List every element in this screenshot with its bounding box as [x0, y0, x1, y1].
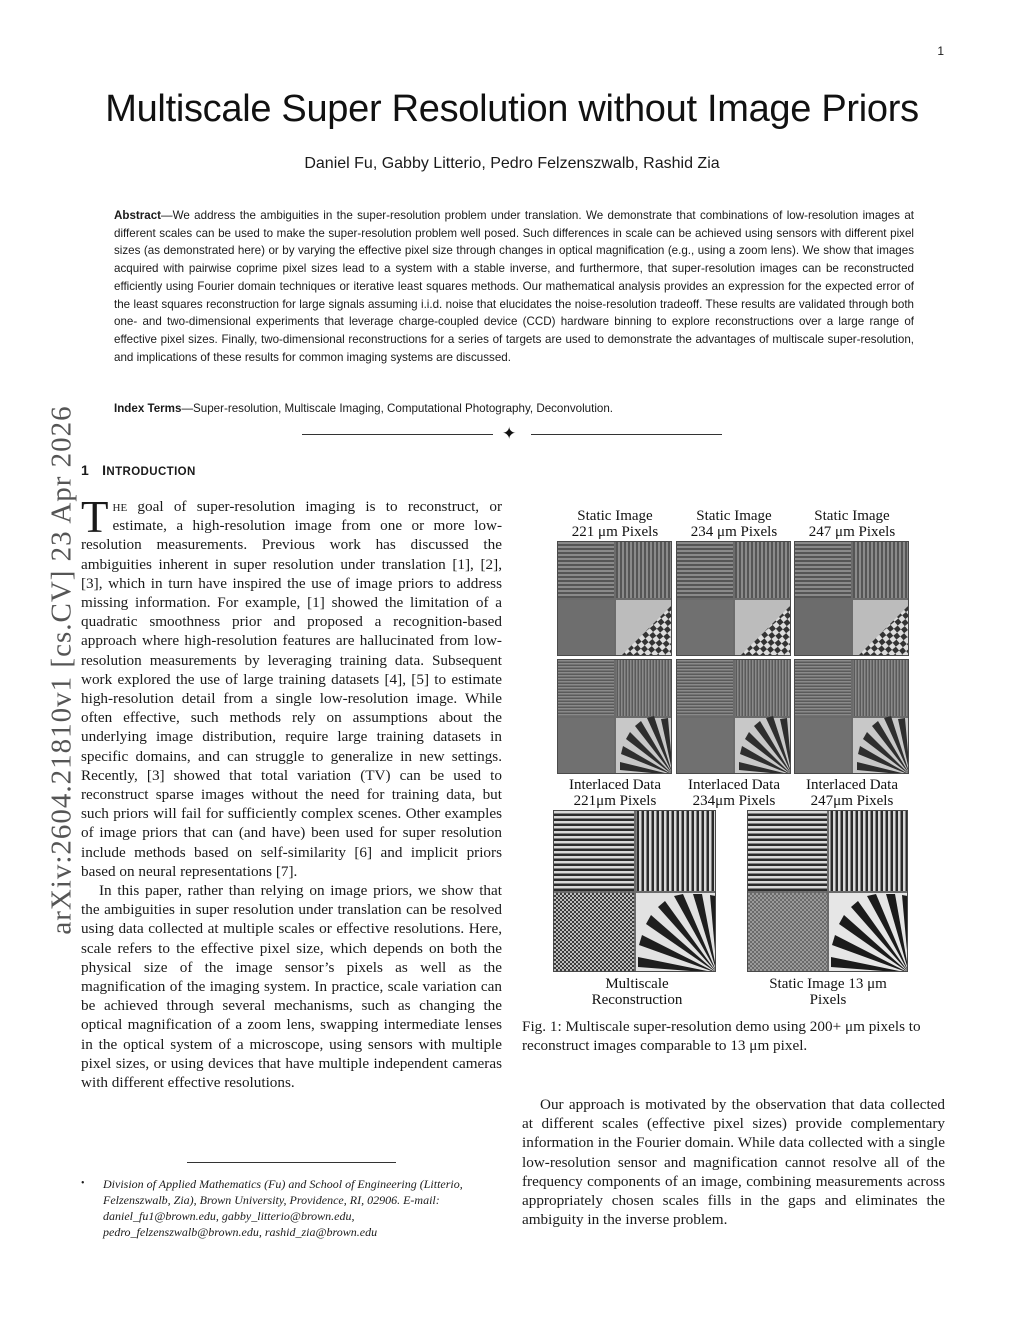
figure-caption: Fig. 1: Multiscale super-resolution demo using 200+ μm pixels to reconstruct images comparable to 13 μm pixel. — [522, 1018, 921, 1055]
intro-paragraph-2: In this paper, rather than relying on image priors, we show that the ambiguities in super resolution under translation can be resolved using data collected at multiple scales or effective resolutions. Here, scale refers to the effective pixel size, which depends on both the physical size of the image sensor’s pixels as well as the magnification of the imaging system. In practice, scale variation can be achieved through several mechanisms, such as changing the optical magnification of a zoom lens, swapping intermediate lenses in the optical system of a microscope, using sensors with multiple pixel sizes, or using devices that have multiple independent cameras with different effective resolutions. — [81, 882, 502, 1092]
section-title-rest: NTRODUCTION — [106, 466, 196, 478]
abstract-text: —We address the ambiguities in the super-resolution problem under translation. We demonstrate that combinations of low-resolution images at different scales can be used to make the super-resolution problem well posed. Such differences in scale can be achieved using sensors with different pixel sizes (as demonstrated here) or by varying the effective pixel size through changes in optical magnification (e.g., using a zoom lens). We show that images acquired with pairwise coprime pixel sizes lead to a system with a stable inverse, and furthermore, that super-resolution images can be reconstructed efficiently using Fourier domain techniques or iterative least squares methods. Our mathematical analysis provides an expression for the expected error of the least squares reconstruction for large signals assuming i.i.d. noise that elucidates the noise-resolution tradeoff. These results are validated through both one- and two-dimensional experiments that leverage charge-coupled device (CCD) hardware binning to explore reconstructions over a large range of effective pixel sizes. Finally, two-dimensional reconstructions for a series of targets are used to demonstrate the advantages of multiscale super-resolution, and implications of these results for common imaging systems are discussed. — [114, 209, 914, 364]
abstract-label: Abstract — [114, 209, 162, 222]
intro-paragraph-1 — [81, 492, 502, 881]
intro-column — [81, 492, 502, 1092]
static-image-221-star — [557, 659, 672, 774]
fig-label-static-234: Static Image 234 μm Pixels — [690, 508, 778, 540]
index-terms — [114, 400, 914, 418]
static-image-247-star — [794, 659, 909, 774]
fig-label-interlaced-221: Interlaced Data 221μm Pixels — [568, 777, 662, 809]
fig-label-static-13um: Static Image 13 μm Pixels — [769, 976, 887, 1008]
section-heading — [81, 462, 196, 478]
drop-cap: T — [81, 492, 109, 542]
right-column — [522, 1095, 945, 1229]
divider-line-right — [531, 434, 722, 435]
multiscale-reconstruction-image — [553, 810, 716, 972]
fig-label-multiscale-reconstruction: Multiscale Reconstruction — [591, 976, 683, 1008]
static-image-234-checker — [676, 541, 791, 656]
footnote — [81, 1176, 502, 1240]
index-terms-text: —Super-resolution, Multiscale Imaging, Computational Photography, Deconvolution. — [181, 402, 614, 415]
paper-title: Multiscale Super Resolution without Image Priors — [105, 88, 919, 130]
static-image-13um — [747, 810, 908, 972]
footnote-rule — [187, 1162, 396, 1163]
fig-label-static-221: Static Image 221 μm Pixels — [571, 508, 659, 540]
lead-smallcaps: he — [112, 498, 128, 515]
static-image-247-checker — [794, 541, 909, 656]
page-number: 1 — [937, 44, 944, 58]
section-number: 1 — [81, 462, 90, 478]
intro-paragraph-1-text: goal of super-resolution imaging is to reconstruct, or estimate, a high-resolution image from one or more low-resolution measurements. Previous work has discussed the ambiguities inherent in super resolution under translation [1], [2], [3], which in turn have inspired the use of image priors to address missing information. For example, [1] showed the limitation of a quadratic smoothness prior and proposed a recognition-based approach where high-resolution features are hallucinated from low-resolution measurements by leveraging training data. Subsequent work explored the use of large training datasets [4], [5] to estimate high-resolution detail from a single low-resolution image. While often effective, such methods rely on assumptions about the underlying image distribution, require large training datasets in specific domains, and can struggle to generalize in new settings. Recently, [3] showed that total variation (TV) can be used to reconstruct sparse images without the need for training data, but such priors will fail for sufficiently complex scenes. Other examples of image priors that can (and have) been used for super resolution include methods based on self-similarity [6] and implicit priors based on neural representations [7]. — [81, 498, 502, 880]
static-image-234-star — [676, 659, 791, 774]
author-list: Daniel Fu, Gabby Litterio, Pedro Felzenszwalb, Rashid Zia — [304, 155, 720, 172]
divider-line-left — [302, 434, 493, 435]
static-image-221-checker — [557, 541, 672, 656]
index-terms-label: Index Terms — [114, 402, 182, 415]
arxiv-identifier: arXiv:2604.21810v1 [cs.CV] 23 Apr 2026 — [45, 405, 78, 935]
footnote-text: Division of Applied Mathematics (Fu) and School of Engineering (Litterio, Felzenszwalb, Zia), Brown University, Providence, RI, 02906. E-mail: daniel_fu1@brown.edu, gabby_litterio@brown.edu, pedro_felzenszwalb@brown.edu, rashid_zia@brown.edu — [103, 1177, 463, 1239]
fig-label-interlaced-247: Interlaced Data 247μm Pixels — [805, 777, 899, 809]
fig-label-interlaced-234: Interlaced Data 234μm Pixels — [687, 777, 781, 809]
fig-label-static-247: Static Image 247 μm Pixels — [808, 508, 896, 540]
abstract — [114, 207, 914, 366]
footnote-bullet: • — [81, 1178, 85, 1189]
right-paragraph: Our approach is motivated by the observation that data collected at different scales (effective pixel sizes) provide complementary information in the Fourier domain. While data collected with a single low-resolution sensor and magnification cannot resolve all of the frequency components of an image, combining measurements across appropriately chosen scales fills in the gaps and eliminates the ambiguity in the inverse problem. — [522, 1096, 945, 1229]
section-title-initial: I — [102, 462, 107, 478]
divider-star-icon: ✦ — [502, 424, 517, 443]
